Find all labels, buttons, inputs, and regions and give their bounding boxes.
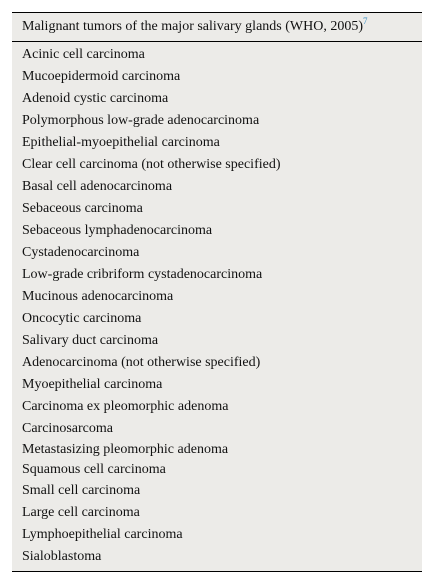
tumor-table — [12, 12, 422, 572]
table-row: Acinic cell carcinoma — [22, 47, 145, 62]
table-row: Clear cell carcinoma (not otherwise specified) — [22, 157, 281, 172]
table-row: Cystadenocarcinoma — [22, 245, 140, 260]
table-header — [12, 13, 422, 42]
table-row: Epithelial-myoepithelial carcinoma — [22, 135, 220, 150]
table-row: Carcinosarcoma — [22, 421, 113, 436]
table-row: Myoepithelial carcinoma — [22, 377, 163, 392]
table-row: Salivary duct carcinoma — [22, 333, 159, 348]
table-row: Sebaceous lymphadenocarcinoma — [22, 223, 213, 238]
table-row: Small cell carcinoma — [22, 483, 141, 498]
table-row: Adenoid cystic carcinoma — [22, 91, 169, 106]
table-row: Mucoepidermoid carcinoma — [22, 69, 181, 84]
table-row: Metastasizing pleomorphic adenoma — [22, 442, 229, 457]
table-row: Carcinoma ex pleomorphic adenoma — [22, 399, 229, 414]
table-row: Oncocytic carcinoma — [22, 311, 142, 326]
table-body — [12, 42, 422, 568]
table-row: Polymorphous low-grade adenocarcinoma — [22, 113, 260, 128]
footnote-reference-link[interactable]: 7 — [362, 16, 368, 26]
table-row: Adenocarcinoma (not otherwise specified) — [22, 355, 261, 370]
table-row: Lymphoepithelial carcinoma — [22, 527, 183, 542]
table-row: Sebaceous carcinoma — [22, 201, 143, 216]
table-row: Sialoblastoma — [22, 549, 102, 564]
table-row: Mucinous adenocarcinoma — [22, 289, 174, 304]
table-row: Low-grade cribriform cystadenocarcinoma — [22, 267, 263, 282]
table-header-text: Malignant tumors of the major salivary glands (WHO, 2005) — [22, 19, 363, 34]
table-row: Squamous cell carcinoma — [22, 462, 166, 477]
table-row: Large cell carcinoma — [22, 505, 140, 520]
table-row: Basal cell adenocarcinoma — [22, 179, 173, 194]
